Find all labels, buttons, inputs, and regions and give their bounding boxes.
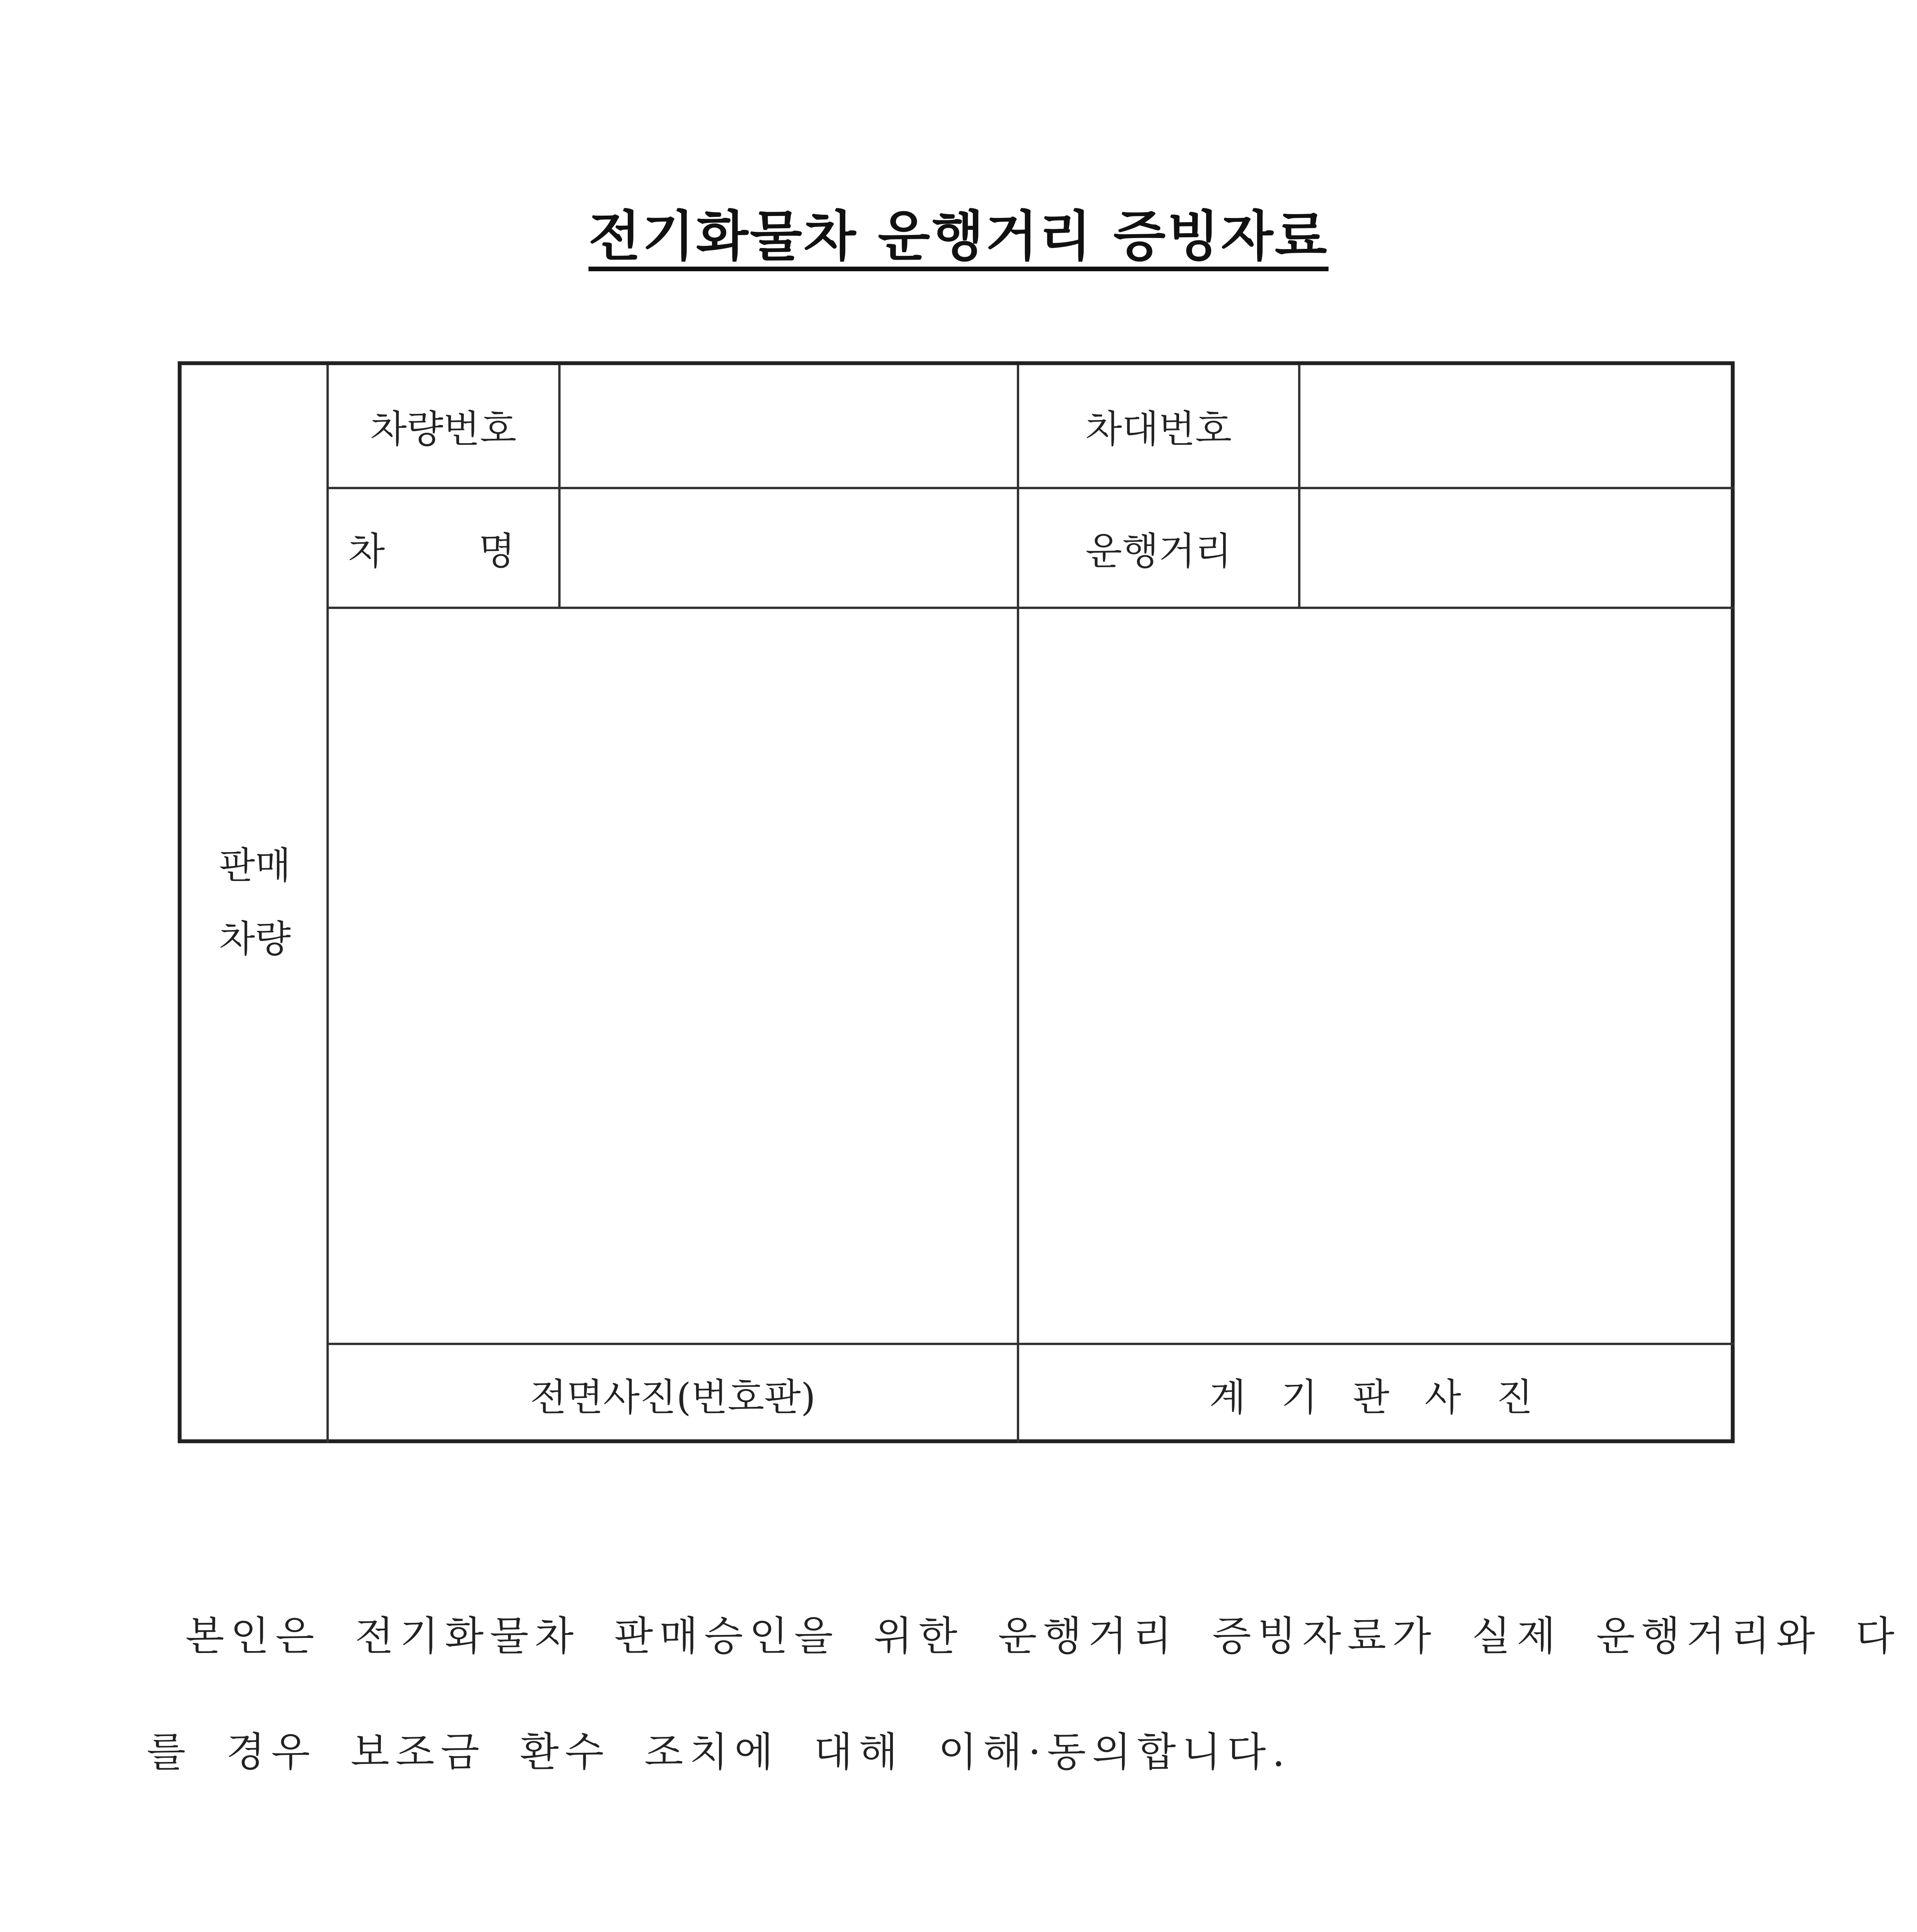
vehicle-number-field[interactable] <box>561 365 1017 487</box>
vehicle-number-label: 차량번호 <box>370 407 517 451</box>
front-photo-caption: 전면사진(번호판) <box>530 1375 816 1420</box>
vehicle-name-field[interactable] <box>561 489 1017 607</box>
dashboard-photo-area[interactable] <box>1019 609 1735 1343</box>
mileage-field[interactable] <box>1300 489 1735 607</box>
chassis-number-field[interactable] <box>1300 365 1735 487</box>
document-title <box>0 193 1917 271</box>
side-label-line-1: 판매 <box>219 844 291 887</box>
vehicle-name-label <box>328 489 558 607</box>
vehicle-evidence-table <box>178 361 1735 1443</box>
dashboard-photo-caption <box>1019 1345 1735 1443</box>
vehicle-name-label-text: 차 명 <box>348 529 539 573</box>
chassis-number-label: 차대번호 <box>1085 407 1232 451</box>
mileage-label: 운행거리 <box>1085 529 1232 573</box>
consent-statement-line-2: 를 경우 보조금 환수 조치에 대해 이해·동의합니다. <box>147 1728 1291 1776</box>
sales-vehicle-label <box>182 829 328 976</box>
dashboard-photo-caption-text: 계 기 판 사 진 <box>1209 1375 1545 1420</box>
side-label-line-2: 차량 <box>219 917 291 961</box>
front-photo-area[interactable] <box>329 609 1017 1343</box>
consent-statement-line-1: 본인은 전기화물차 판매승인을 위한 운행거리 증빙자료가 실제 운행거리와 다 <box>185 1612 1901 1660</box>
document-title-text: 전기화물차 운행거리 증빙자료 <box>588 205 1329 268</box>
